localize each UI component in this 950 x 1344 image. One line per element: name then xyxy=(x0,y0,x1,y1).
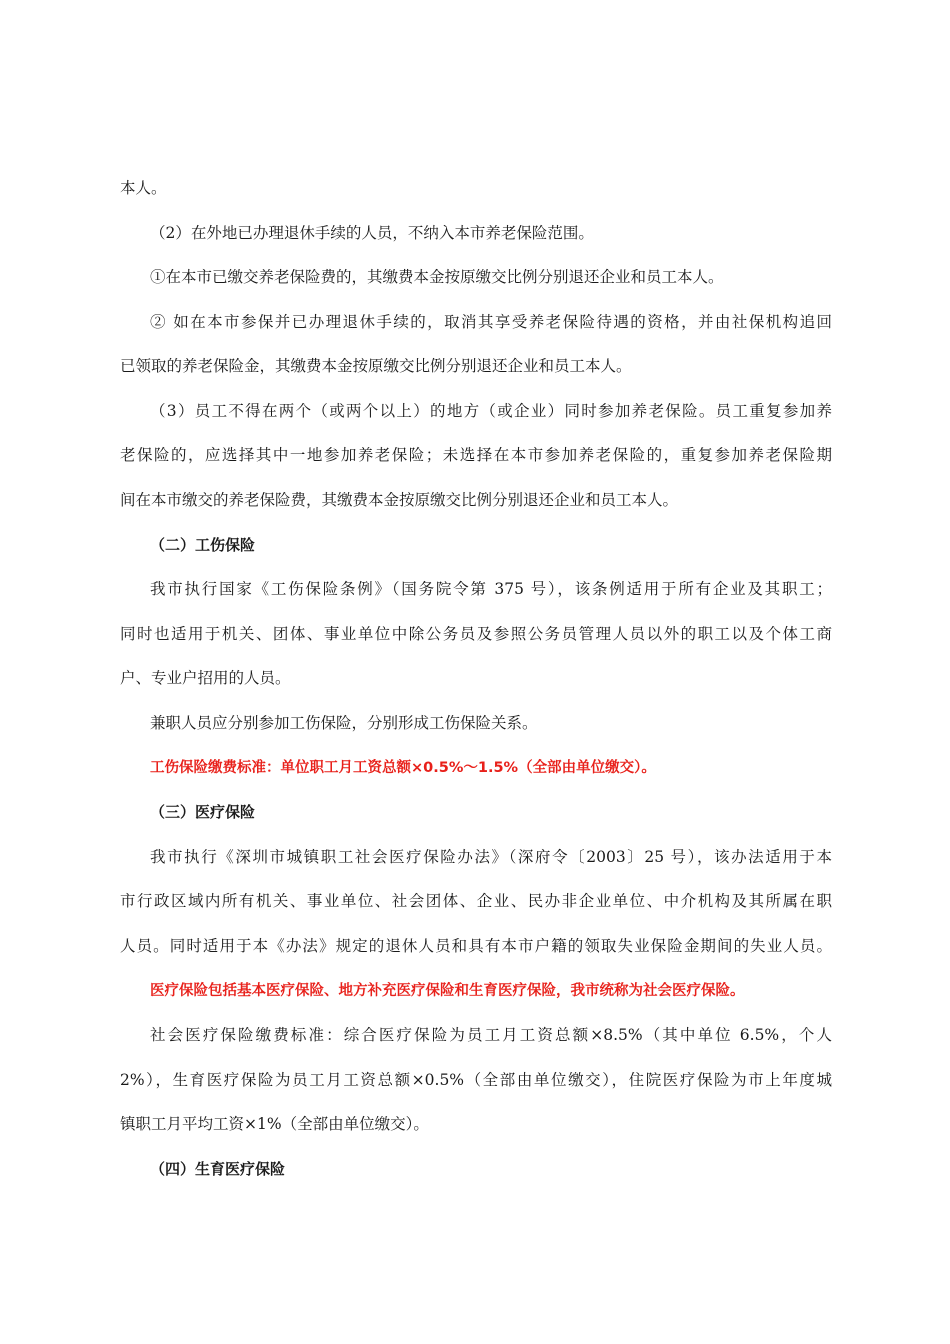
paragraph-line: ①在本市已缴交养老保险费的，其缴费本金按原缴交比例分别退还企业和员工本人。 xyxy=(150,268,724,286)
paragraph-line: 镇职工月平均工资×1%（全部由单位缴交）。 xyxy=(120,1115,429,1133)
paragraph-line: 我市执行《深圳市城镇职工社会医疗保险办法》（深府令〔2003〕25 号），该办法适用于本 xyxy=(150,848,832,866)
paragraph-line: 社会医疗保险缴费标准：综合医疗保险为员工月工资总额×8.5%（其中单位 6.5%，个人 xyxy=(150,1026,832,1044)
paragraph-line: （2）在外地已办理退休手续的人员，不纳入本市养老保险范围。 xyxy=(150,224,594,242)
paragraph-line: 老保险的，应选择其中一地参加养老保险；未选择在本市参加养老保险的，重复参加养老保险期 xyxy=(120,446,832,464)
paragraph-line: 户、专业户招用的人员。 xyxy=(120,669,291,687)
paragraph-line: 本人。 xyxy=(120,179,167,197)
paragraph-line: 同时也适用于机关、团体、事业单位中除公务员及参照公务员管理人员以外的职工以及个体工商 xyxy=(120,625,832,643)
highlighted-note-line: 医疗保险包括基本医疗保险、地方补充医疗保险和生育医疗保险，我市统称为社会医疗保险。 xyxy=(150,983,745,999)
section-heading: （四）生育医疗保险 xyxy=(150,1160,286,1178)
paragraph-line: 2%），生育医疗保险为员工月工资总额×0.5%（全部由单位缴交），住院医疗保险为市上年度城 xyxy=(120,1071,832,1089)
paragraph-line: ② 如在本市参保并已办理退休手续的，取消其享受养老保险待遇的资格，并由社保机构追回 xyxy=(150,313,832,331)
section-heading: （二）工伤保险 xyxy=(150,536,256,554)
paragraph-line: 兼职人员应分别参加工伤保险，分别形成工伤保险关系。 xyxy=(150,714,538,732)
section-heading: （三）医疗保险 xyxy=(150,803,256,821)
paragraph-line: 人员。同时适用于本《办法》规定的退休人员和具有本市户籍的领取失业保险金期间的失业人员。 xyxy=(120,937,832,955)
paragraph-line: （3）员工不得在两个（或两个以上）的地方（或企业）同时参加养老保险。员工重复参加养 xyxy=(150,402,832,420)
paragraph-line: 已领取的养老保险金，其缴费本金按原缴交比例分别退还企业和员工本人。 xyxy=(120,357,632,375)
paragraph-line: 市行政区域内所有机关、事业单位、社会团体、企业、民办非企业单位、中介机构及其所属在职 xyxy=(120,892,832,910)
highlighted-rate-line: 工伤保险缴费标准：单位职工月工资总额×0.5%～1.5%（全部由单位缴交）。 xyxy=(150,760,656,776)
paragraph-line: 我市执行国家《工伤保险条例》（国务院令第 375 号），该条例适用于所有企业及其职工； xyxy=(150,580,832,598)
paragraph-line: 间在本市缴交的养老保险费，其缴费本金按原缴交比例分别退还企业和员工本人。 xyxy=(120,491,679,509)
